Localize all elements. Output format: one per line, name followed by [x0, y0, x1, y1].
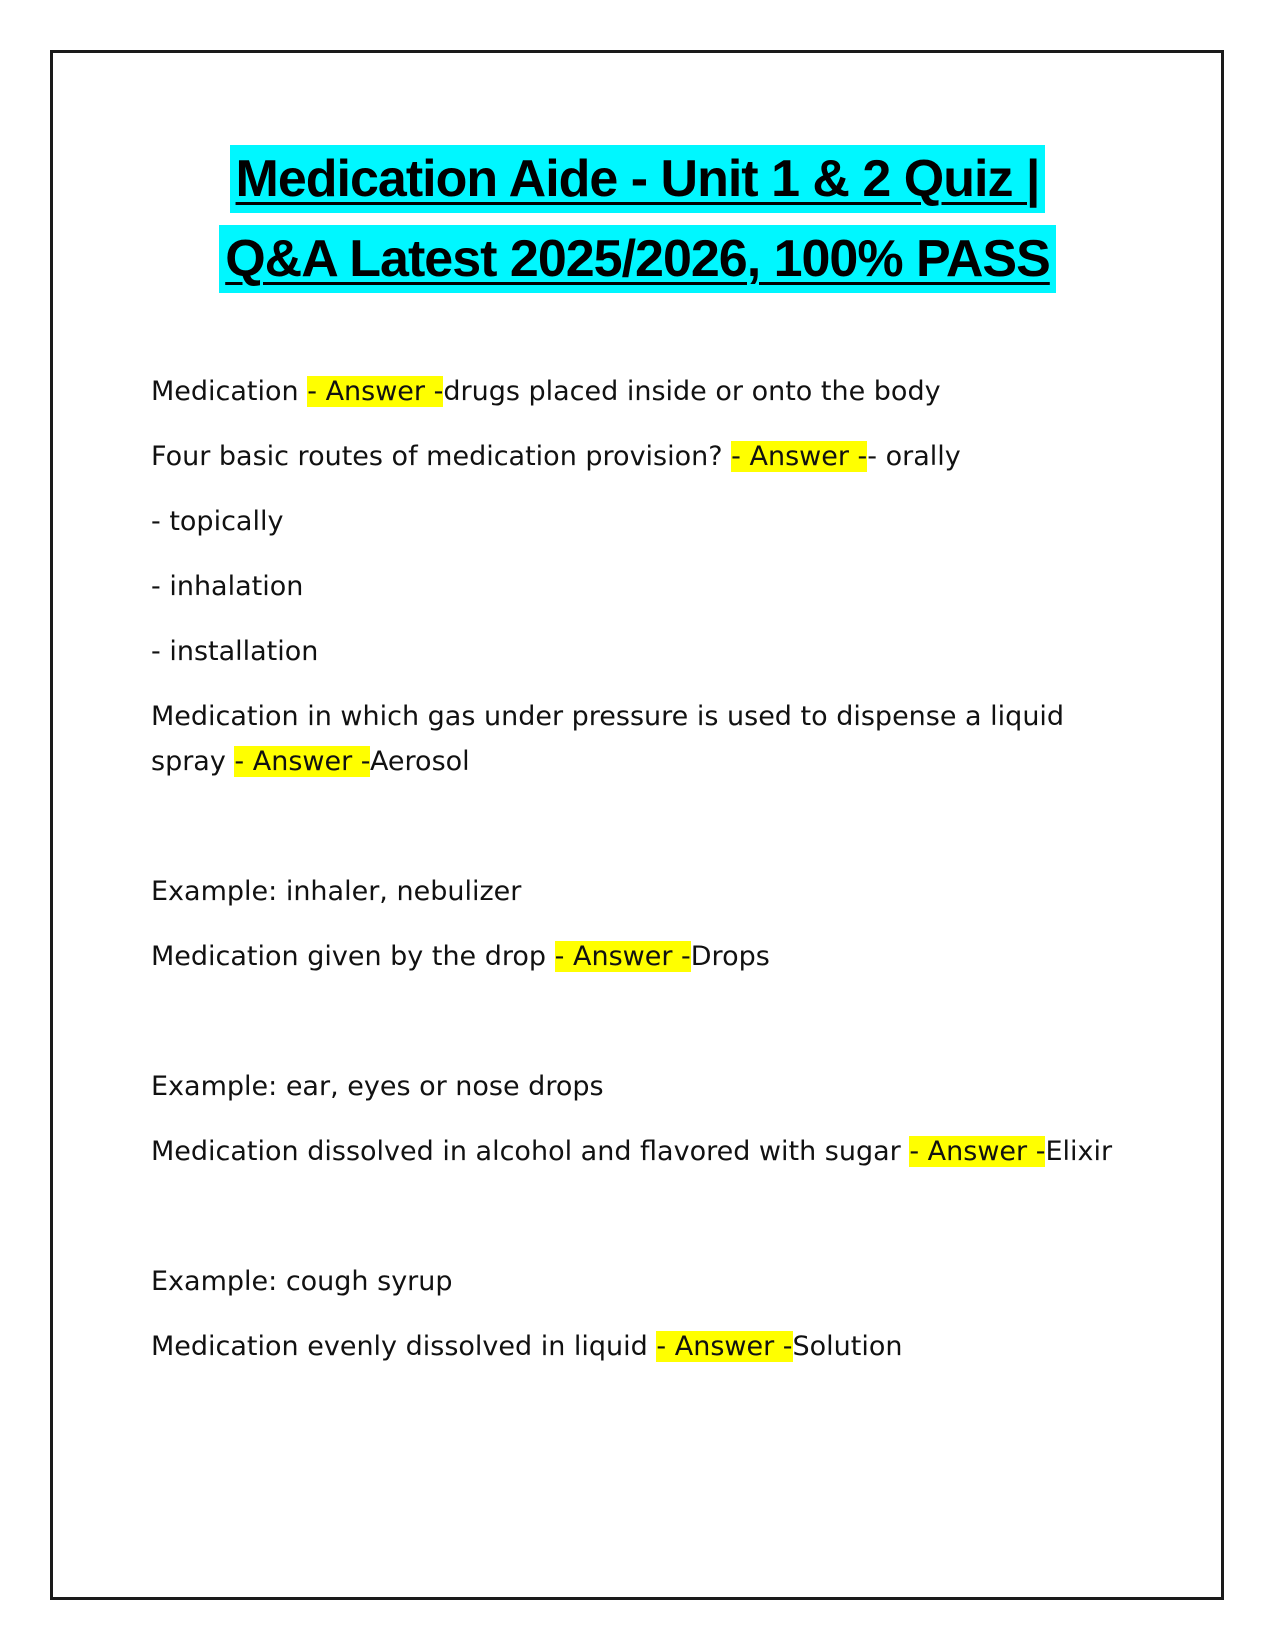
route-installation: - installation — [151, 636, 319, 667]
qa-item-aerosol-question: Medication in which gas under pressure is used to dispense a liquid — [151, 701, 1065, 732]
route-inhalation: - inhalation — [151, 571, 304, 602]
example-aerosol: Example: inhaler, nebulizer — [151, 876, 522, 907]
answer-marker: - Answer - — [234, 746, 370, 777]
question-text: Medication evenly dissolved in liquid — [151, 1331, 657, 1362]
answer-text: drugs placed inside or onto the body — [443, 376, 941, 407]
qa-item-routes — [151, 437, 961, 477]
answer-text: Solution — [792, 1331, 903, 1362]
question-text: spray — [151, 746, 235, 777]
answer-marker: - Answer - — [656, 1331, 793, 1362]
example-drops: Example: ear, eyes or nose drops — [151, 1071, 604, 1102]
question-text: Medication dissolved in alcohol and flavored with sugar — [151, 1136, 910, 1167]
page-title — [0, 145, 1275, 293]
example-elixir: Example: cough syrup — [151, 1266, 453, 1297]
answer-marker: - Answer - — [909, 1136, 1046, 1167]
answer-text: Aerosol — [369, 746, 470, 777]
answer-text: Drops — [690, 941, 770, 972]
question-text: Medication given by the drop — [151, 941, 555, 972]
answer-text: Elixir — [1045, 1136, 1113, 1167]
qa-item-elixir — [151, 1132, 1112, 1172]
answer-marker: - Answer - — [307, 376, 444, 407]
answer-marker: - Answer - — [731, 441, 868, 472]
qa-item-medication — [151, 372, 941, 412]
qa-item-solution — [151, 1327, 903, 1367]
qa-item-aerosol — [151, 742, 470, 782]
answer-marker: - Answer - — [554, 941, 691, 972]
title-line-1: Medication Aide - Unit 1 & 2 Quiz | — [230, 145, 1046, 213]
question-text: Four basic routes of medication provision? — [151, 441, 732, 472]
qa-item-drops — [151, 937, 770, 977]
route-topically: - topically — [151, 506, 284, 537]
question-text: Medication — [151, 376, 308, 407]
answer-text: - orally — [867, 441, 961, 472]
title-line-2: Q&A Latest 2025/2026, 100% PASS — [219, 225, 1056, 293]
